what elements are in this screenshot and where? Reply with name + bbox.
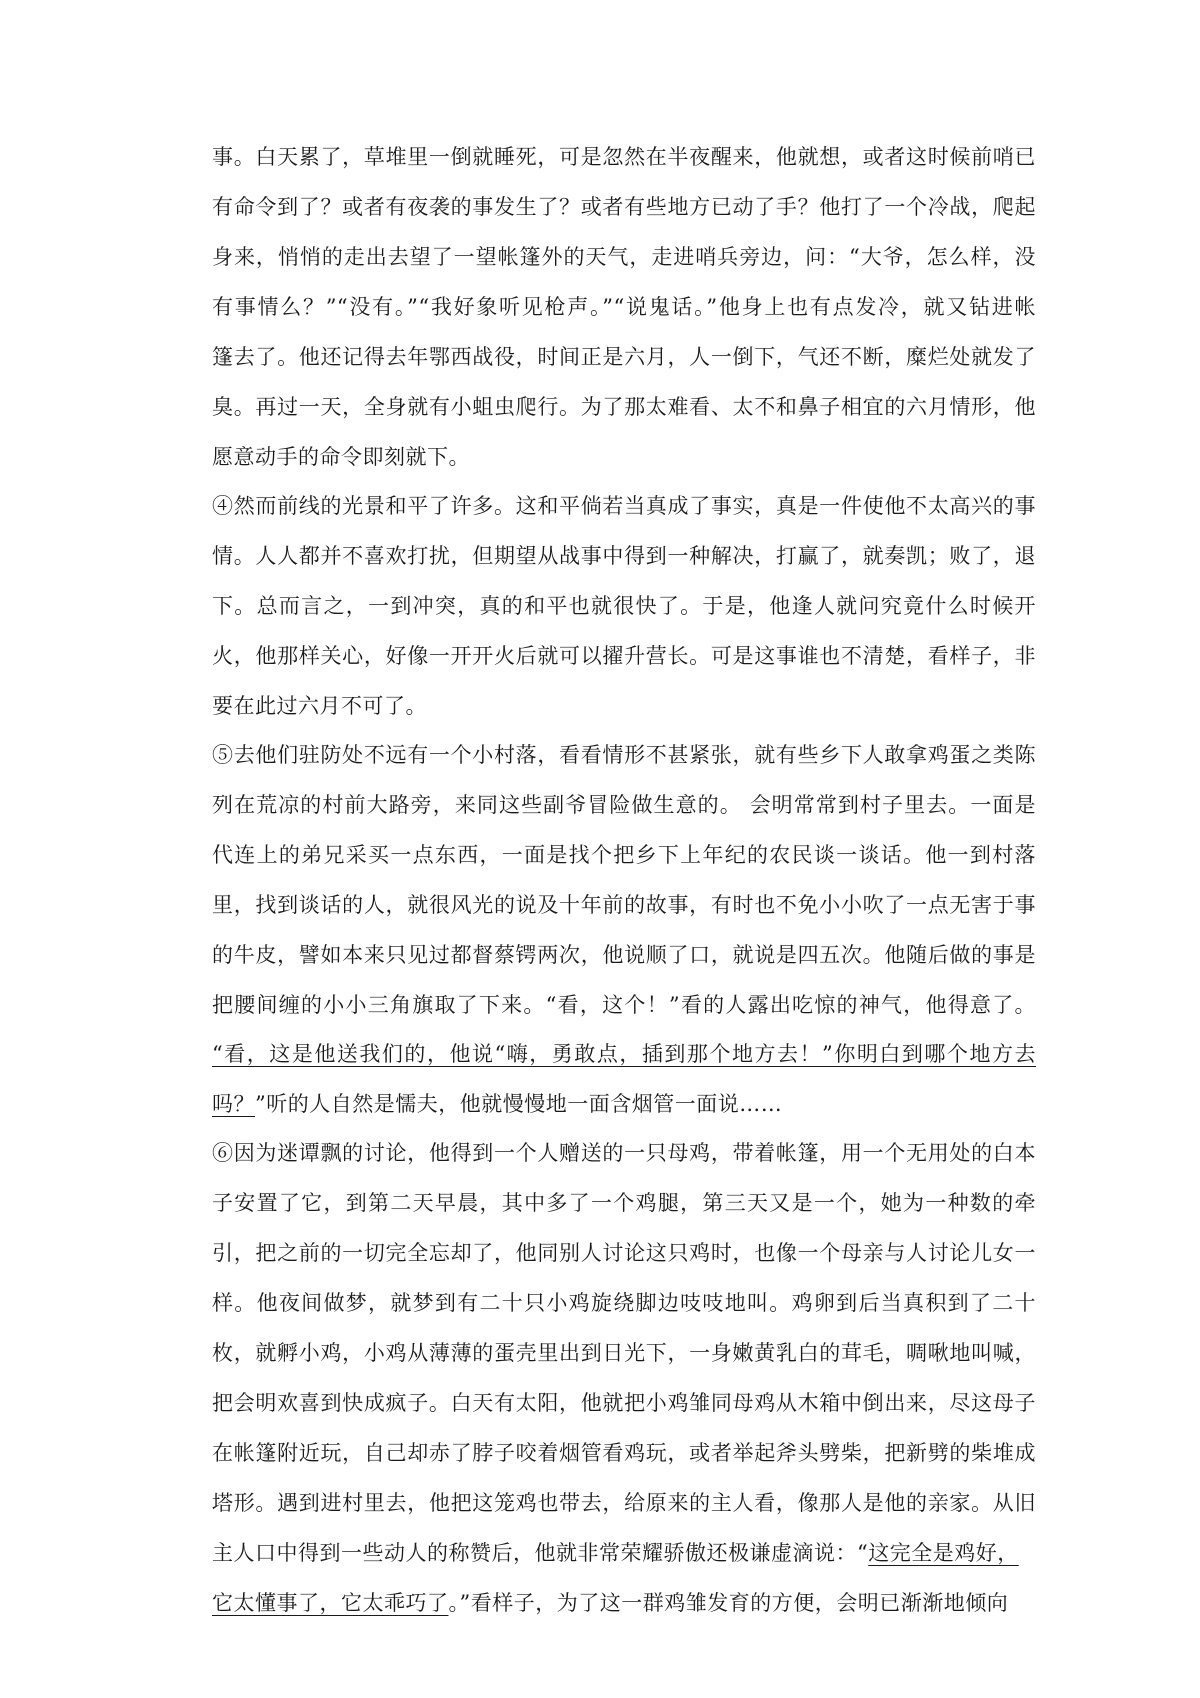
text-line: 样。他夜间做梦，就梦到有二十只小鸡旋绕脚边吱吱地叫。鸡卵到后当真积到了二十: [212, 1291, 1036, 1315]
text-line: 代连上的弟兄采买一点东西，一面是找个把乡下上年纪的农民谈一谈话。他一到村落: [212, 843, 1036, 867]
text-line: 情。人人都并不喜欢打扰，但期望从战事中得到一种解决，打赢了，就奏凯；败了，退: [212, 544, 1036, 568]
underlined-quote-line: “看，这是他送我们的，他说“嗨，勇敢点，插到那个地方去！”你明白到哪个地方去: [212, 1042, 1036, 1066]
text-line: 有事情么？”“没有。”“我好象听见枪声。”“说鬼话。”他身上也有点发冷，就又钻进帐: [212, 295, 1036, 319]
text-line: 臭。再过一天，全身就有小蛆虫爬行。为了那太难看、太不和鼻子相宜的六月情形，他: [212, 395, 1036, 419]
text-line: 要在此过六月不可了。: [212, 694, 427, 718]
text-line: 身来，悄悄的走出去望了一望帐篷外的天气，走进哨兵旁边，问：“大爷，怎么样，没: [212, 245, 1036, 269]
text-line: 子安置了它，到第二天早晨，其中多了一个鸡腿，第三天又是一个，她为一种数的牵: [212, 1191, 1036, 1215]
paragraph-4-start: ④然而前线的光景和平了许多。这和平倘若当真成了事实，真是一件使他不太高兴的事: [212, 494, 1036, 518]
text-span: 。”看样子，为了这一群鸡雏发育的方便，会明已渐渐地倾向: [448, 1591, 1009, 1615]
text-line: 下。总而言之，一到冲突，真的和平也就很快了。于是，他逢人就问究竟什么时候开: [212, 594, 1036, 618]
underlined-quote-start: 这完全是鸡好，: [868, 1541, 1019, 1565]
text-line: 把腰间缠的小小三角旗取了下来。“看，这个！”看的人露出吃惊的神气，他得意了。: [212, 993, 1036, 1017]
text-line: [212, 1539, 1036, 1567]
text-line: 有命令到了？或者有夜袭的事发生了？或者有些地方已动了手？他打了一个冷战，爬起: [212, 195, 1036, 219]
text-line: 愿意动手的命令即刻就下。: [212, 445, 470, 469]
text-line: 引，把之前的一切完全忘却了，他同别人讨论这只鸡时，也像一个母亲与人讨论儿女一: [212, 1241, 1036, 1265]
text-line: 塔形。遇到进村里去，他把这笼鸡也带去，给原来的主人看，像那人是他的亲家。从旧: [212, 1491, 1036, 1515]
text-line: 事。白天累了，草堆里一倒就睡死，可是忽然在半夜醒来，他就想，或者这时候前哨已: [212, 145, 1036, 169]
text-line: 火，他那样关心，好像一开开火后就可以擢升营长。可是这事谁也不清楚，看样子，非: [212, 644, 1036, 668]
underlined-quote-end: 它太懂事了，它太乖巧了: [212, 1591, 449, 1615]
text-line: 篷去了。他还记得去年鄂西战役，时间正是六月，人一倒下，气还不断，糜烂处就发了: [212, 345, 1036, 369]
text-line: [212, 1589, 1036, 1617]
paragraph-5-start: ⑤去他们驻防处不远有一个小村落，看看情形不甚紧张，就有些乡下人敢拿鸡蛋之类陈: [212, 743, 1036, 767]
text-line: 在帐篷附近玩，自己却赤了脖子咬着烟管看鸡玩，或者举起斧头劈柴，把新劈的柴堆成: [212, 1441, 1036, 1465]
text-line: [212, 1090, 1036, 1118]
text-line: 里，找到谈话的人，就很风光的说及十年前的故事，有时也不免小小吹了一点无害于事: [212, 893, 1036, 917]
text-line: 的牛皮，譬如本来只见过都督蔡锷两次，他说顺了口，就说是四五次。他随后做的事是: [212, 943, 1036, 967]
text-line: 枚，就孵小鸡，小鸡从薄薄的蛋壳里出到日光下，一身嫩黄乳白的茸毛，啁啾地叫喊，: [212, 1341, 1036, 1365]
text-span: 主人口中得到一些动人的称赞后，他就非常荣耀骄傲还极谦虚滴说：“: [212, 1541, 869, 1565]
underlined-quote-end: 吗？: [212, 1092, 255, 1116]
paragraph-6-start: ⑥因为迷谭飘的讨论，他得到一个人赠送的一只母鸡，带着帐篷，用一个无用处的白本: [212, 1141, 1036, 1165]
text-line: 把会明欢喜到快成疯子。白天有太阳，他就把小鸡雏同母鸡从木箱中倒出来，尽这母子: [212, 1391, 1036, 1415]
text-span: ”听的人自然是懦夫，他就慢慢地一面含烟管一面说……: [255, 1092, 783, 1116]
text-line: 列在荒凉的村前大路旁，来同这些副爷冒险做生意的。 会明常常到村子里去。一面是: [212, 793, 1036, 817]
